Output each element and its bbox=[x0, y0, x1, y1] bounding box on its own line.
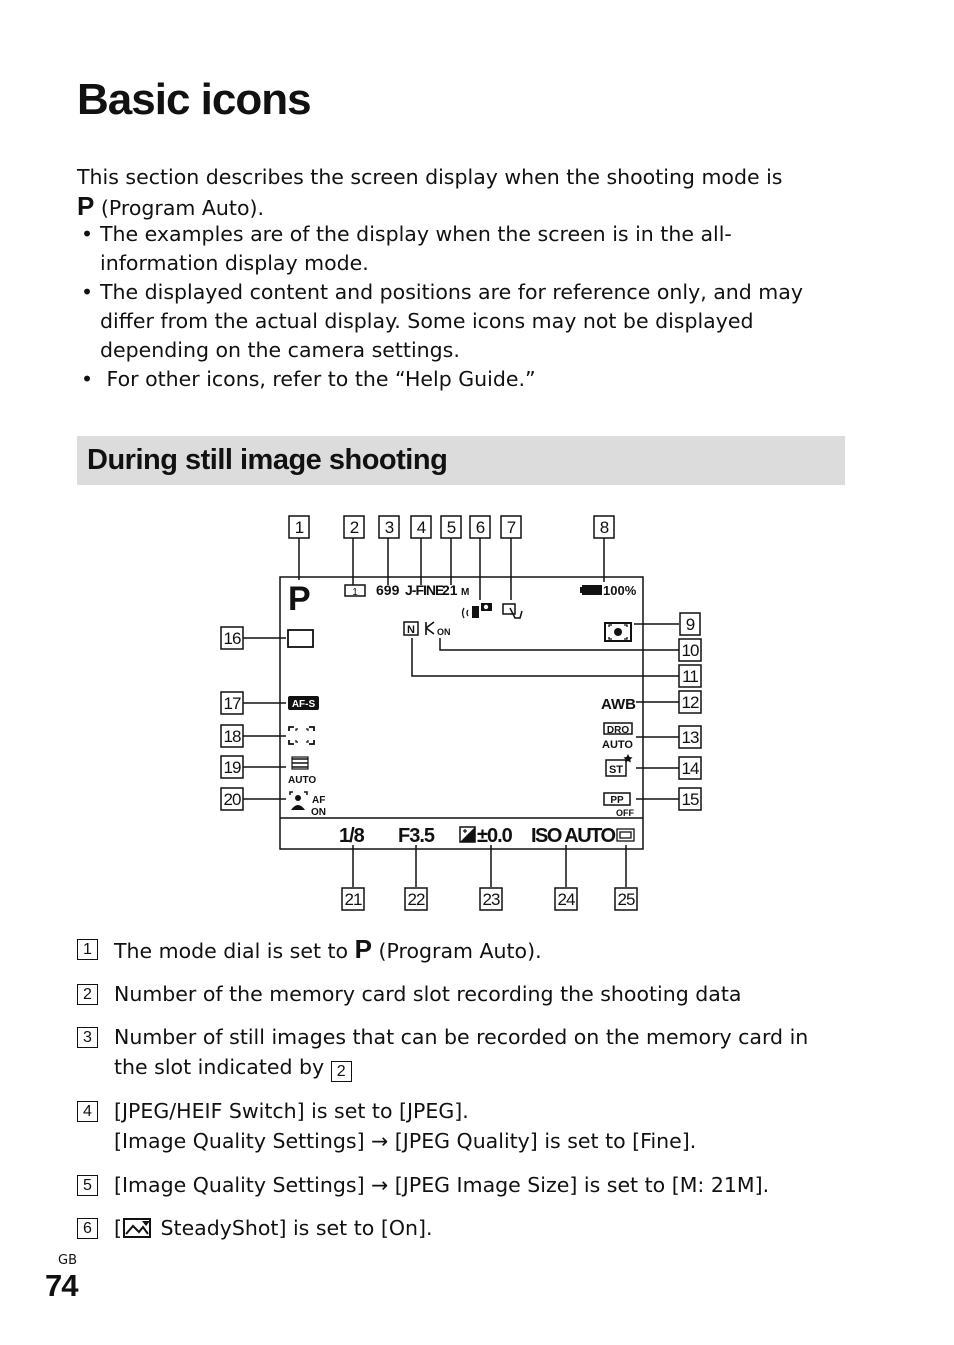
callout-number: 5 bbox=[446, 518, 456, 537]
image-size: 21 bbox=[442, 582, 458, 598]
iso-value: ISO AUTO bbox=[531, 825, 615, 847]
list-item: 2 Number of the memory card slot recording the shooting data bbox=[77, 979, 837, 1011]
list-item: 3 Number of still images that can be recorded on the memory card in the slot indicated by 2 bbox=[77, 1022, 837, 1084]
callout-number: 8 bbox=[599, 518, 609, 537]
callout-number: 24 bbox=[557, 890, 575, 909]
battery-percent: 100% bbox=[603, 583, 637, 598]
item-number: 2 bbox=[77, 984, 98, 1005]
callout-number: 23 bbox=[482, 890, 500, 909]
steadyshot-icon bbox=[463, 603, 493, 618]
callout-number: 1 bbox=[294, 518, 304, 537]
focus-area-icon bbox=[289, 727, 314, 744]
svg-text:AF: AF bbox=[312, 795, 326, 806]
svg-text:ON: ON bbox=[311, 807, 326, 818]
image-size-unit: M bbox=[461, 587, 470, 598]
callout-number: 13 bbox=[681, 728, 699, 747]
mode-p-icon: P bbox=[288, 580, 311, 618]
exposure-value: ±0.0 bbox=[477, 825, 512, 847]
list-item: 4 [JPEG/HEIF Switch] is set to [JPEG]. [Image Quality Settings] → [JPEG Quality] is set to [Fine]. bbox=[77, 1096, 837, 1158]
face-priority-auto-icon bbox=[288, 757, 316, 786]
bullet-text: The displayed content and positions are for reference only, and may differ from the actual display. Some icons may not be displayed depending on the camera settings. bbox=[100, 280, 803, 362]
list-item: 5 [Image Quality Settings] → [JPEG Image Size] is set to [M: 21M]. bbox=[77, 1170, 837, 1202]
callout-number: 3 bbox=[384, 518, 394, 537]
exposure-compensation-icon bbox=[460, 827, 475, 842]
callout-number: 9 bbox=[685, 615, 695, 634]
intro-line2: (Program Auto). bbox=[100, 196, 264, 220]
svg-text:DRO: DRO bbox=[606, 725, 630, 736]
white-balance: AWB bbox=[601, 696, 636, 713]
hdr-frame-icon bbox=[617, 829, 634, 841]
page-title: Basic icons bbox=[77, 75, 311, 124]
callout-number: 22 bbox=[407, 890, 425, 909]
aperture-value: F3.5 bbox=[398, 825, 435, 847]
intro-bullet: • For other icons, refer to the “Help Guide.” bbox=[81, 367, 536, 391]
arrow-icon: → bbox=[371, 1173, 389, 1197]
intro-bullet: • The displayed content and positions are for reference only, and may differ from the actual display. Some icons may not be displayed depending on the camera settings. bbox=[81, 280, 803, 362]
intro-line1: This section describes the screen display when the shooting mode is bbox=[77, 165, 783, 189]
svg-text:PP: PP bbox=[610, 795, 624, 806]
metering-mode-icon bbox=[605, 623, 631, 641]
svg-text:OFF: OFF bbox=[616, 808, 634, 818]
battery-icon bbox=[580, 585, 602, 595]
callout-number: 2 bbox=[349, 518, 359, 537]
callout-number: 6 bbox=[475, 518, 485, 537]
callout-number: 11 bbox=[682, 667, 698, 686]
callout-number: 4 bbox=[416, 518, 426, 537]
steadyshot-still-icon bbox=[122, 1217, 154, 1239]
arrow-icon: → bbox=[371, 1129, 389, 1153]
callout-number: 15 bbox=[681, 790, 699, 809]
svg-text:1: 1 bbox=[352, 587, 358, 598]
item-number: 6 bbox=[77, 1218, 98, 1239]
shutter-speed: 1/8 bbox=[339, 825, 364, 847]
item-number: 4 bbox=[77, 1101, 98, 1122]
callout-markers bbox=[221, 516, 701, 910]
shots-remaining: 699 bbox=[376, 582, 400, 598]
intro-bullet: • The examples are of the display when the screen is in the all-information display mode. bbox=[81, 222, 732, 275]
jpeg-quality: J-FINE bbox=[405, 582, 444, 598]
memory-card-slot-icon bbox=[345, 585, 365, 598]
touch-operation-icon bbox=[503, 604, 522, 618]
picture-profile-icon bbox=[604, 793, 634, 818]
callout-number: 19 bbox=[223, 758, 241, 777]
list-item: 6 [ SteadyShot] is set to [On]. bbox=[77, 1213, 837, 1245]
item-number: 5 bbox=[77, 1175, 98, 1196]
svg-text:ST: ST bbox=[608, 764, 624, 776]
list-item: 1 The mode dial is set to P (Program Auto). bbox=[77, 934, 837, 966]
program-mode-symbol: P bbox=[354, 934, 372, 964]
face-eye-af-icon bbox=[290, 792, 326, 818]
reference-marker: 2 bbox=[331, 1061, 352, 1082]
bullet-text: The examples are of the display when the screen is in the all-information display mode. bbox=[100, 222, 732, 275]
dro-icon bbox=[602, 723, 633, 751]
page-number: 74 bbox=[45, 1268, 78, 1303]
svg-text:AUTO: AUTO bbox=[288, 775, 317, 786]
callout-number: 10 bbox=[681, 641, 699, 660]
callout-number: 21 bbox=[344, 890, 362, 909]
callout-number: 16 bbox=[223, 629, 241, 648]
section-title: During still image shooting bbox=[87, 444, 448, 476]
callout-number: 12 bbox=[681, 693, 699, 712]
screen-frame bbox=[280, 577, 643, 849]
item-number: 3 bbox=[77, 1027, 98, 1048]
drive-mode-icon bbox=[288, 630, 313, 647]
focus-mode-icon bbox=[288, 696, 319, 710]
nfc-icon bbox=[404, 622, 418, 636]
item-number: 1 bbox=[77, 939, 98, 960]
svg-text:AF-S: AF-S bbox=[291, 699, 316, 710]
intro-paragraph bbox=[77, 163, 837, 223]
region-label: GB bbox=[58, 1253, 77, 1268]
callout-number: 25 bbox=[617, 890, 635, 909]
svg-text:ON: ON bbox=[437, 627, 451, 637]
callout-number: 20 bbox=[223, 790, 241, 809]
program-mode-symbol: P bbox=[77, 191, 95, 221]
callout-number: 14 bbox=[681, 759, 699, 778]
svg-text:N: N bbox=[407, 624, 415, 636]
svg-text:AUTO: AUTO bbox=[602, 739, 633, 751]
callout-number: 18 bbox=[223, 727, 241, 746]
eye-start-icon bbox=[426, 622, 451, 637]
creative-style-icon bbox=[606, 754, 633, 776]
camera-screen-diagram bbox=[0, 500, 954, 920]
callout-number: 7 bbox=[506, 518, 516, 537]
bullet-text: For other icons, refer to the “Help Guide.” bbox=[100, 367, 536, 391]
callout-number: 17 bbox=[223, 694, 241, 713]
